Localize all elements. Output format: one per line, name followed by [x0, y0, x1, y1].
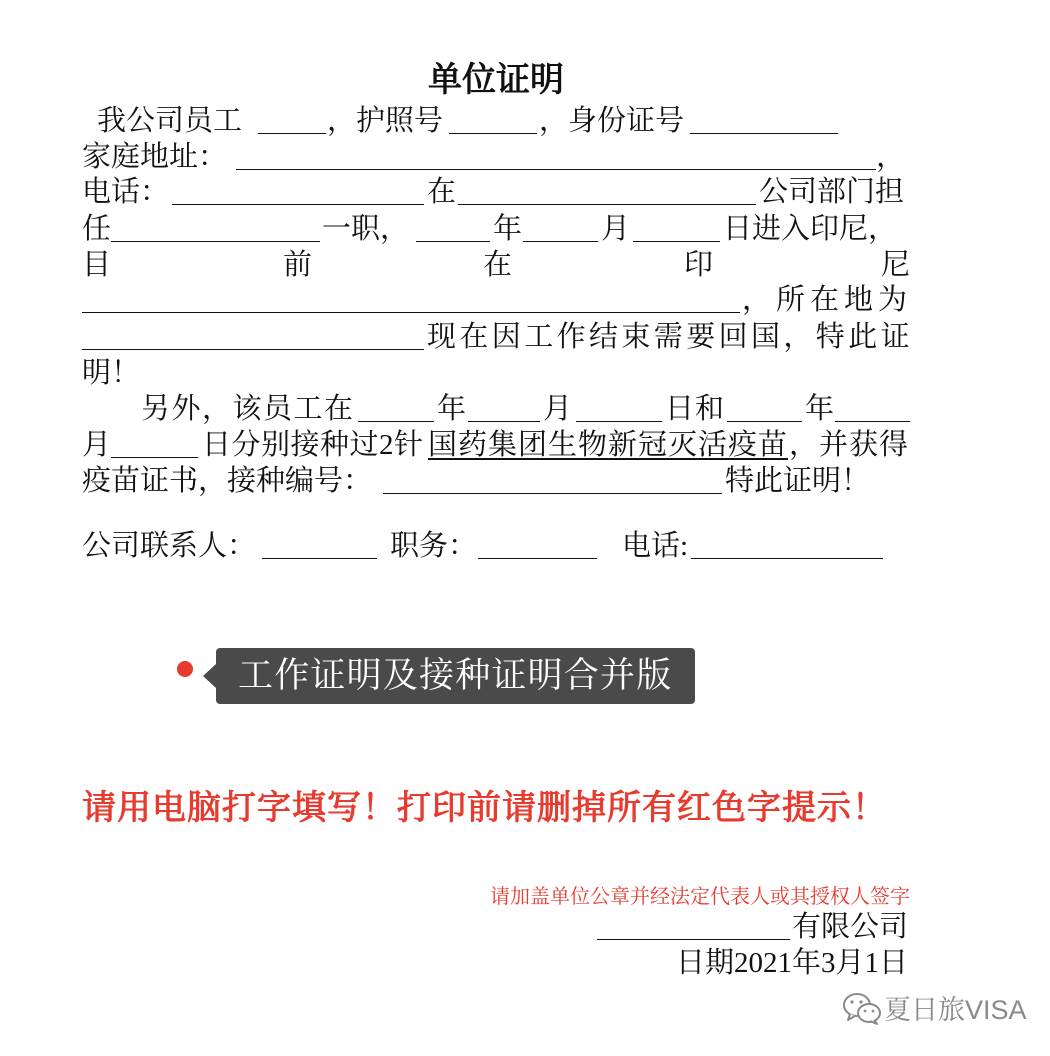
line-phone-company [0, 174, 1050, 210]
blank-job-title [111, 241, 320, 242]
text-department-role: 公司部门担 [759, 176, 905, 208]
text-company-suffix: 有限公司 [792, 911, 909, 943]
text-job-suffix: 一职， [322, 213, 410, 245]
text-month: 月 [82, 429, 112, 461]
text-vaccine-name: 国药集团生物新冠灭活疫苗 [428, 429, 789, 461]
text-entered-indonesia: 日进入印尼， [723, 213, 898, 245]
blank-employee-name [258, 133, 326, 134]
line-return-reason [0, 319, 1050, 355]
line-current-location [0, 282, 1050, 318]
blank-dose1-year [358, 421, 434, 422]
blank-position [478, 558, 597, 559]
text-char: 目 [82, 249, 112, 281]
text-phone-label: 电话： [82, 176, 170, 208]
red-notice: 请用电脑打字填写！打印前请删掉所有红色字提示！ [82, 790, 887, 827]
text-certify-end: 明！ [82, 357, 141, 389]
blank-entry-day [633, 241, 720, 242]
line-job-entry-date [0, 211, 1050, 247]
text-year: 年 [805, 393, 835, 425]
text-contact-person-label: 公司联系人： [82, 530, 257, 562]
signature-hint: 请加盖单位公章并经法定代表人或其授权人签字 [490, 886, 910, 908]
text-year: 年 [493, 213, 523, 245]
line-vaccination-dates [0, 391, 1050, 427]
line-company-contacts [0, 528, 1050, 564]
text-at: 在 [427, 176, 457, 208]
blank-passport-number [449, 133, 537, 134]
line-certify-end [0, 355, 1050, 391]
blank-dose1-day [576, 421, 662, 422]
blank-dose1-month [468, 421, 540, 422]
text-month: 月 [601, 213, 631, 245]
line-date [0, 945, 1050, 981]
callout-tag [216, 648, 695, 704]
text-comma: ， [876, 141, 906, 173]
line-certificate-number [0, 463, 1050, 499]
text-position-label: 职务： [390, 530, 478, 562]
line-currently-in-indonesia [0, 247, 1050, 283]
blank-current-location [82, 312, 740, 313]
text-char: 尼 [881, 249, 911, 281]
text-location-label: ，所在地为 [742, 284, 913, 316]
text-passport-label: ，护照号 [327, 105, 444, 137]
text-id-label: ，身份证号 [539, 105, 685, 137]
blank-dose2-month [835, 421, 910, 422]
blank-home-address [236, 169, 876, 170]
text-day-and: 日和 [665, 393, 726, 425]
blank-location-address [82, 349, 424, 350]
document-title: 单位证明 [428, 62, 564, 99]
text-month: 月 [543, 393, 573, 425]
blank-dose2-day [111, 457, 198, 458]
blank-dose2-year [727, 421, 802, 422]
blank-company-name [458, 204, 756, 205]
blank-entry-month [523, 241, 598, 242]
text-year: 年 [437, 393, 467, 425]
text-home-address-label: 家庭地址： [82, 141, 228, 173]
blank-id-number [690, 133, 838, 134]
line-vaccine-name [0, 427, 1050, 463]
text-vaccinated-two-doses: 日分别接种过2针 [202, 429, 424, 461]
line-home-address [0, 139, 1050, 175]
blank-contact-person [262, 558, 377, 559]
text-contact-phone-label: 电话: [622, 530, 689, 562]
text-date: 日期2021年3月1日 [675, 947, 908, 979]
text-certificate-obtained: ，并获得 [789, 429, 910, 461]
text-return-reason: 现在因工作结束需要回国，特此证 [427, 321, 914, 353]
line-employee-ids [0, 103, 1050, 139]
wechat-icon [842, 992, 882, 1026]
blank-certificate-number [383, 493, 722, 494]
text-certificate-number-label: 疫苗证书，接种编号： [82, 465, 373, 497]
watermark-text: 夏日旅VISA [884, 995, 1027, 1025]
callout-dot [177, 661, 193, 677]
blank-phone [172, 204, 424, 205]
text-char: 前 [283, 249, 313, 281]
text-char: 在 [483, 249, 513, 281]
text-certify-end: 特此证明！ [725, 465, 871, 497]
text-role-prefix: 任 [82, 213, 112, 245]
line-company-signature [0, 909, 1050, 945]
text-char: 印 [684, 249, 714, 281]
text-vaccination-intro: 另外，该员工在 [141, 393, 355, 425]
blank-contact-phone [691, 558, 883, 559]
blank-company-name [597, 939, 790, 940]
blank-entry-year [416, 241, 490, 242]
text-employee-intro: 我公司员工 [97, 105, 243, 137]
callout-label: 工作证明及接种证明合并版 [238, 656, 673, 695]
